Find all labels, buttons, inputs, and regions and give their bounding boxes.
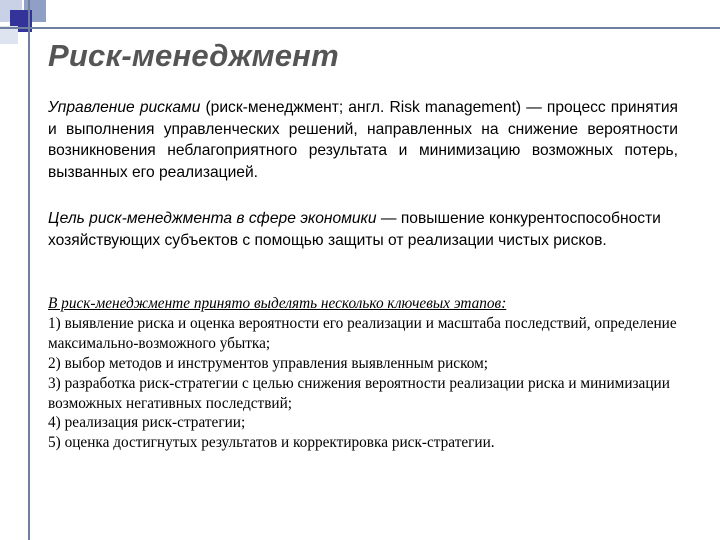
step-item-3: 3) разработка риск-стратегии с целью снижения вероятности реализации риска и минимизации возможных негативных последствий;: [48, 374, 670, 412]
definition-text: (риск-менеджмент; англ. Risk management) — процесс принятия и выполнения управленческих решений, направленных на снижение вероятности возникновения неблагоприятного результата и минимизацию возможных потерь, вызванных его реализацией.: [48, 99, 678, 181]
goal-paragraph: [48, 208, 678, 251]
steps-intro: В риск-менеджменте принято выделять несколько ключевых этапов:: [48, 295, 507, 312]
step-item-4: 4) реализация риск-стратегии;: [48, 414, 246, 432]
step-item-1: 1) выявление риска и оценка вероятности его реализации и масштаба последствий, определение максимально-возможного убытка;: [48, 314, 677, 352]
definition-paragraph: [48, 97, 678, 183]
goal-text: — повышение конкурентоспособности хозяйствующих субъектов с помощью защиты от реализации чистых рисков.: [48, 210, 661, 249]
step-item-5: 5) оценка достигнутых результатов и корректировка риск-стратегии.: [48, 434, 495, 452]
goal-term: Цель риск-менеджмента в сфере экономики: [48, 210, 377, 227]
definition-term: Управление рисками: [48, 99, 201, 116]
slide-title: Риск-менеджмент: [48, 38, 339, 73]
header-rule: [0, 27, 720, 29]
side-rule: [28, 0, 30, 540]
steps-list: [48, 294, 688, 453]
step-item-2: 2) выбор методов и инструментов управления выявленным риском;: [48, 354, 489, 372]
